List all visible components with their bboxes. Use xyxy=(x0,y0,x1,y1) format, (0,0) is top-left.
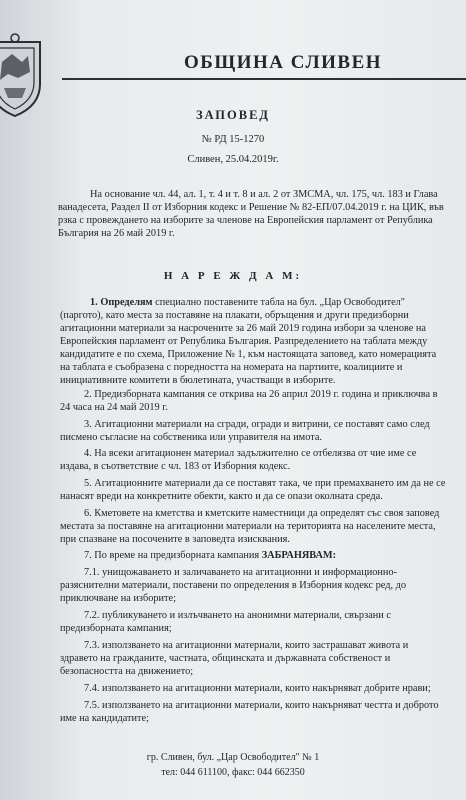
paragraph-1-lead xyxy=(90,296,405,309)
header-rule xyxy=(62,78,466,80)
preamble-line: рзка с провеждането на изборите за членове на Европейския парламент от Република xyxy=(58,215,433,226)
p1-line: Европейския парламент от Република България. Разпределението на таблата между xyxy=(60,336,428,347)
p1-number: 1. xyxy=(90,297,98,308)
p3-line: 3. Агитационни материали на сгради, огради и витрини, се поставят само след xyxy=(84,419,430,430)
p5-line: 5. Агитационните материали да се поставят така, че при премахването им да не се xyxy=(84,478,446,489)
p3-line: писмено съгласие на собственика или управителя на имота. xyxy=(60,432,322,443)
p4-line: 4. На всеки агитационен материал задължително се отбелязва от чие име се xyxy=(84,448,417,459)
document-number: № РД 15-1270 xyxy=(201,134,265,145)
municipality-crest-icon xyxy=(0,32,48,118)
municipality-name: ОБЩИНА СЛИВЕН xyxy=(184,52,383,73)
p1-line: специално поставените табла на бул. „Цар Освободител" xyxy=(152,297,406,308)
p7-line: безопасността на движението; xyxy=(60,666,194,677)
p1-line: инициативните комитети в бюлетината, участващи в изборите. xyxy=(60,375,336,386)
p2-line: 2. Предизборната кампания се открива на 26 април 2019 г. година и приключва в xyxy=(84,389,438,400)
p1-line: на таблата е съобразена с поредността на номерата на партиите, коалициите и xyxy=(60,362,403,373)
p7-intro: 7. По време на предизборната кампания xyxy=(84,550,262,561)
footer-address: гр. Сливен, бул. „Цар Освободител" № 1 xyxy=(146,752,320,763)
p7-line: име на кандидатите; xyxy=(60,713,149,724)
p7-colon: : xyxy=(332,550,337,561)
preamble-line: На основание чл. 44, ал. 1, т. 4 и т. 8 и ал. 2 от ЗМСМА, чл. 175, чл. 183 и Глава xyxy=(90,189,438,200)
p7-line: 7.1. унищожаването и заличаването на агитационни и информационно- xyxy=(84,567,397,578)
order-heading: Н А Р Е Ж Д А М: xyxy=(163,270,303,282)
document-type: ЗАПОВЕД xyxy=(195,108,271,122)
p1-line: (паргото), като места за поставяне на плакати, обръщения и други предизборни xyxy=(60,310,409,321)
p7-lead xyxy=(84,549,336,562)
p7-line: разяснителни материали, поставени по определения в Изборния кодекс ред, до xyxy=(60,580,407,591)
p1-line: кандидатите е по схема, Приложение № 1, към настоящата заповед, като номерацията xyxy=(60,349,437,360)
p4-line: издава, в съответствие с чл. 183 от Изборния кодекс. xyxy=(60,461,291,472)
preamble-line: ванадесета, Раздел II от Изборния кодекс и Решение № 82-ЕП/07.04.2019 г. на ЦИК, във xyxy=(58,202,444,213)
p6-line: 6. Кметовете на кметства и кметските наместници да определят със своя заповед xyxy=(84,508,440,519)
p7-line: здравето на гражданите, частната, общинската и държавната собственост и xyxy=(60,653,391,664)
p1-bold: Определям xyxy=(100,297,153,308)
p7-line: 7.5. използването на агитационни материали, които накърняват честта и доброто xyxy=(84,700,439,711)
p7-line: 7.3. използването на агитационни материали, които застрашават живота и xyxy=(84,640,409,651)
preamble-line: България на 26 май 2019 г. xyxy=(58,228,175,239)
p6-line: при спазване на посочените в заповедта изисквания. xyxy=(60,534,290,545)
p7-line: предизборната кампания; xyxy=(60,623,172,634)
p6-line: местата за поставяне на агитационни материали на територията на населените места, xyxy=(60,521,436,532)
p1-line: агитационни материали за насрочените за 26 май 2019 година избори за членове на xyxy=(60,323,427,334)
p7-line: 7.2. публикуването и излъчването на анонимни материали, свързани с xyxy=(84,610,391,621)
footer-contacts: тел: 044 611100, факс: 044 662350 xyxy=(161,767,305,778)
p7-line: приключване на изборите; xyxy=(60,593,176,604)
p7-bold: ЗАБРАНЯВАМ xyxy=(261,550,333,561)
p5-line: нанасят вреди на конкретните обекти, както и да се опази околната среда. xyxy=(60,491,383,502)
p2-line: 24 часа на 24 май 2019 г. xyxy=(60,402,168,413)
p7-line: 7.4. използването на агитационни материали, които накърняват добрите нрави; xyxy=(84,683,431,694)
place-and-date: Сливен, 25.04.2019г. xyxy=(187,154,279,165)
